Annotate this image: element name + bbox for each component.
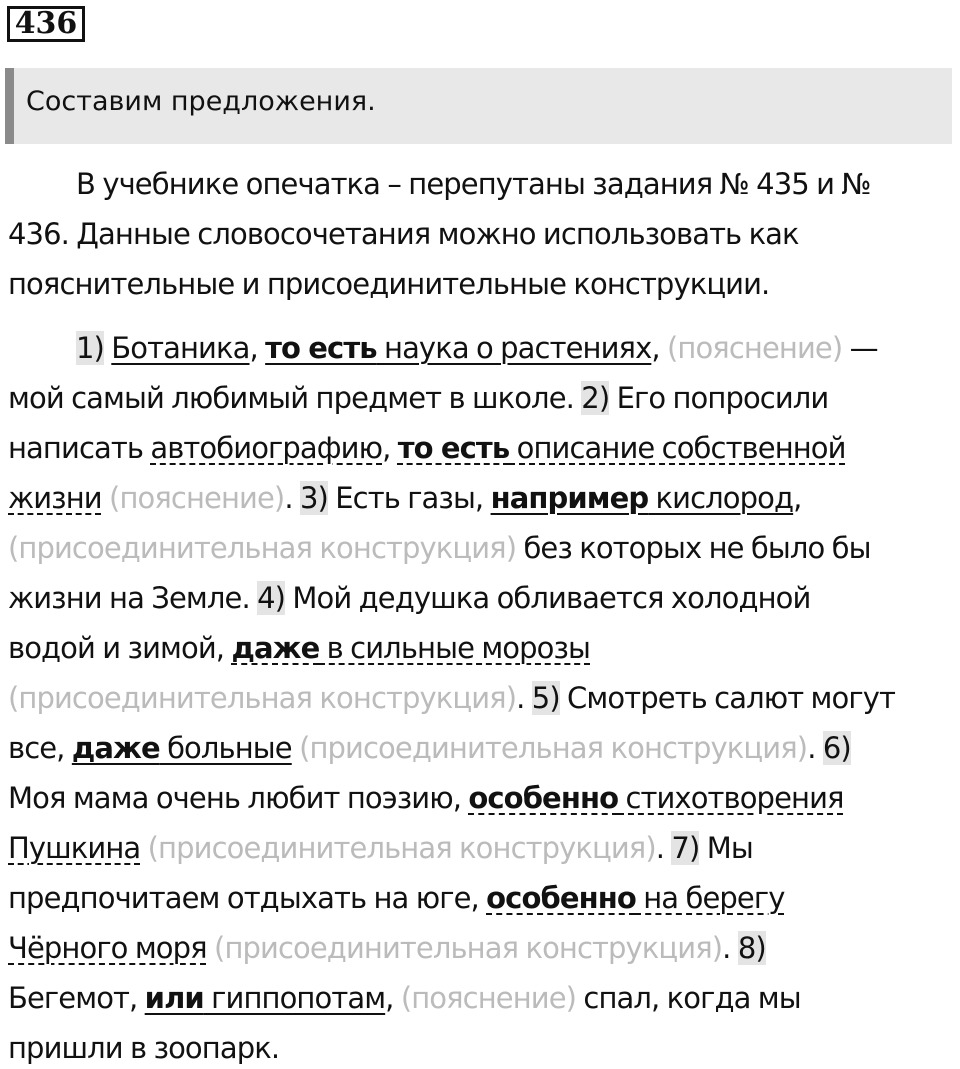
item-number: 6) [822,731,851,765]
construction-type-label: (пояснение) [109,481,285,515]
answer-line [8,628,590,668]
text-segment: пришли в зоопарк. [8,1031,280,1065]
underlined-phrase: описание собственной [509,431,846,465]
answer-line [8,678,895,718]
underlined-phrase: в сильные морозы [319,631,591,665]
key-word: особенно [486,881,636,915]
underlined-phrase: Ботаника [111,331,250,365]
item-number: 8) [737,931,766,965]
text-segment: мой самый любимый предмет в школе. [8,381,582,415]
key-word: например [490,481,649,515]
text-segment: . [655,831,672,865]
text-segment: — [842,331,878,365]
item-number: 3) [299,481,328,515]
answer-line [8,478,801,518]
text-segment: все, [8,731,72,765]
text-segment: Его попросили [609,381,829,415]
underlined-phrase: гиппопотам [203,981,386,1015]
instruction-bar [5,68,952,144]
construction-type-label: (присоединительная конструкция) [147,831,656,865]
text-segment: , [382,431,398,465]
answer-line [8,928,766,968]
key-word: даже [71,731,160,765]
construction-type-label: (присоединительная конструкция) [8,681,517,715]
underlined-phrase: Пушкина [8,831,141,865]
answer-line [8,378,828,418]
underlined-phrase: стихотворения [618,781,844,815]
key-word: даже [231,631,320,665]
text-segment: Смотреть салют могут [559,681,895,715]
text-segment [102,481,109,515]
text-segment: Бегемот, [8,981,145,1015]
text-segment: , [793,481,802,515]
underlined-phrase: на берегу [635,881,785,915]
text-segment: , [385,981,401,1015]
item-number: 1) [76,331,104,365]
intro-line: В учебнике опечатка – перепутаны задания № 435 и № [76,167,871,201]
instruction-text: Составим предложения. [26,86,376,117]
key-word: то есть [265,331,377,365]
text-segment: . [807,731,823,765]
item-number: 5) [531,681,560,715]
text-segment: Есть газы, [327,481,491,515]
text-segment [292,731,299,765]
key-word: то есть [397,431,510,465]
underlined-phrase: Чёрного моря [8,931,207,965]
text-segment: . [722,931,738,965]
text-segment: написать [8,431,151,465]
answer-line [8,978,801,1018]
construction-type-label: (присоединительная конструкция) [8,531,517,565]
underlined-phrase: наука о растениях [376,331,652,365]
answer-line [8,1028,279,1068]
text-segment: , [651,331,667,365]
text-segment: без которых не было бы [516,531,871,565]
construction-type-label: (пояснение) [666,331,843,365]
intro-line: 436. Данные словосочетания можно использовать как [8,217,799,251]
text-segment [207,931,214,965]
underlined-phrase: кислород [648,481,794,515]
underlined-phrase: больные [159,731,292,765]
answer-line [8,828,753,868]
key-word: особенно [468,781,619,815]
text-segment: Моя мама очень любит поэзию, [8,781,469,815]
answer-line [8,728,851,768]
text-segment: Мы [699,831,753,865]
construction-type-label: (пояснение) [400,981,577,1015]
item-number: 7) [671,831,700,865]
text-segment: , [249,331,266,365]
answer-line [8,528,871,568]
answer-line [8,878,784,918]
text-segment: спал, когда мы [576,981,801,1015]
answer-line [8,428,846,468]
item-number: 2) [581,381,610,415]
answer-line [8,578,810,618]
answer-line [8,778,844,818]
key-word: или [144,981,204,1015]
underlined-phrase: жизни [8,481,102,515]
answer-line [76,328,878,368]
task-number: 436 [7,6,85,42]
text-segment: жизни на Земле. [8,581,258,615]
text-segment [140,831,147,865]
construction-type-label: (присоединительная конструкция) [299,731,808,765]
construction-type-label: (присоединительная конструкция) [214,931,723,965]
text-segment: . [516,681,532,715]
text-segment: Мой дедушка обливается холодной [285,581,811,615]
item-number: 4) [257,581,286,615]
underlined-phrase: автобиографию [150,431,383,465]
intro-line: пояснительные и присоединительные конструкции. [8,267,770,301]
text-segment: предпочитаем отдыхать на юге, [8,881,487,915]
text-segment: . [284,481,300,515]
text-segment: водой и зимой, [8,631,232,665]
